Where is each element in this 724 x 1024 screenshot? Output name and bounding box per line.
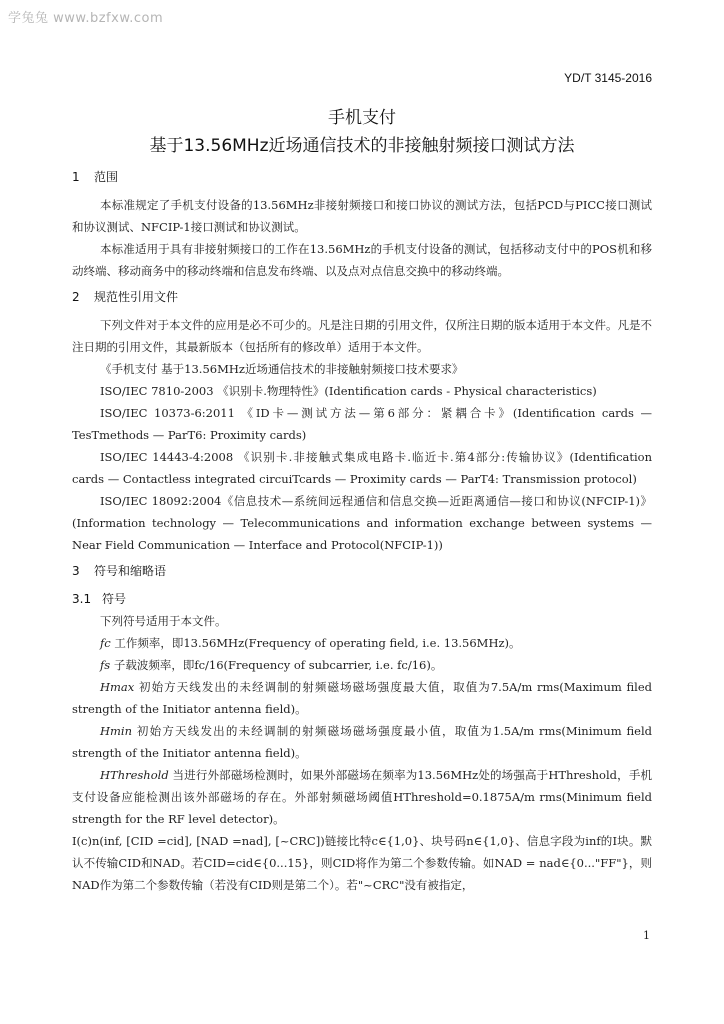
paragraph: I(c)n(inf, [CID =cid], [NAD =nad], [~CRC])链接比特c∈{1,0}、块号码n∈{1,0}、信息字段为inf的I块。默认不传输CID和NAD。若CID=cid∈{0...15}，则CID将作为第二个参数传输。如NAD = nad∈{0..."FF"}，则NAD作为第二个参数传输（若没有CID则是第二个）。若"~CRC"没有被指定，: [72, 834, 652, 892]
page-number: 1: [643, 929, 650, 942]
reference-item: ISO/IEC 18092:2004《信息技术—系统间远程通信和信息交换—近距离通信—接口和协议(NFCIP-1)》(Information technology — Telecommunications and information exchange between systems — Near Field Communication — Interface and Protocol(NFCIP-1)): [72, 494, 652, 552]
reference-item: ISO/IEC 14443-4:2008 《识别卡.非接触式集成电路卡.临近卡.第4部分:传输协议》(Identification cards — Contactless integrated circuiTcards — Proximity cards — ParT4: Transmission protocol): [72, 450, 652, 486]
document-title-line2: 基于13.56MHz近场通信技术的非接触射频接口测试方法: [149, 136, 575, 156]
paragraph: 下列文件对于本文件的应用是必不可少的。凡是注日期的引用文件，仅所注日期的版本适用于本文件。凡是不注日期的引用文件，其最新版本（包括所有的修改单）适用于本文件。: [72, 318, 652, 354]
document-number: YD/T 3145-2016: [564, 71, 652, 85]
section-title: 规范性引用文件: [94, 290, 179, 304]
symbol-definition: [72, 676, 652, 720]
symbol-term: fc: [100, 636, 111, 650]
symbol-description: 工作频率，即13.56MHz(Frequency of operating field, i.e. 13.56MHz)。: [110, 636, 521, 650]
symbol-description: 初始方天线发出的未经调制的射频磁场磁场强度最小值，取值为1.5A/m rms(Minimum field strength of the Initiator antenna field)。: [72, 724, 652, 760]
paragraph: 本标准适用于具有非接射频接口的工作在13.56MHz的手机支付设备的测试，包括移动支付中的POS机和移动终端、移动商务中的移动终端和信息发布终端、以及点对点信息交换中的移动终端。: [72, 242, 652, 278]
symbol-definition: [72, 720, 652, 764]
paragraph: 下列符号适用于本文件。: [100, 614, 227, 628]
symbol-term: Hmax: [100, 680, 135, 694]
symbol-definition: [72, 654, 652, 676]
section-title: 符号和缩略语: [94, 564, 167, 578]
subsection-title: 符号: [102, 592, 127, 606]
symbol-definition: [72, 764, 652, 830]
section-number: 3: [72, 564, 80, 578]
subsection-heading-3-1: [72, 588, 652, 610]
symbol-description: 初始方天线发出的未经调制的射频磁场磁场强度最大值，取值为7.5A/m rms(Maximum filed strength of the Initiator antenna field)。: [72, 680, 652, 716]
document-body: [72, 166, 652, 896]
reference-item: 《手机支付 基于13.56MHz近场通信技术的非接触射频接口技术要求》: [100, 362, 464, 376]
symbol-description: 当进行外部磁场检测时，如果外部磁场在频率为13.56MHz处的场强高于HThreshold，手机支付设备应能检测出该外部磁场的存在。外部射频磁场阈值HThreshold=0.1875A/m rms(Minimum field strength for the RF level detector)。: [72, 768, 652, 826]
section-number: 2: [72, 290, 80, 304]
section-heading-1: [72, 166, 652, 188]
section-heading-3: [72, 560, 652, 582]
subsection-number: 3.1: [72, 592, 92, 606]
reference-item: ISO/IEC 10373-6:2011 《ID卡—测试方法—第6部分：紧耦合卡》(Identification cards — TesTmethods — ParT6: Proximity cards): [72, 406, 652, 442]
symbol-term: Hmin: [100, 724, 133, 738]
section-number: 1: [72, 170, 80, 184]
symbol-term: fs: [100, 658, 111, 672]
reference-item: ISO/IEC 7810-2003 《识别卡.物理特性》(Identification cards - Physical characteristics): [100, 384, 597, 398]
section-title: 范围: [94, 170, 119, 184]
watermark: 学兔兔 www.bzfxw.com: [8, 11, 164, 26]
symbol-definition: [72, 632, 652, 654]
section-heading-2: [72, 286, 652, 308]
symbol-term: HThreshold: [100, 768, 169, 782]
symbol-description: 子载波频率，即fc/16(Frequency of subcarrier, i.e. fc/16)。: [110, 658, 443, 672]
document-title-line1: 手机支付: [328, 108, 396, 128]
paragraph: 本标准规定了手机支付设备的13.56MHz非接射频接口和接口协议的测试方法，包括PCD与PICC接口测试和协议测试、NFCIP-1接口测试和协议测试。: [72, 198, 652, 234]
